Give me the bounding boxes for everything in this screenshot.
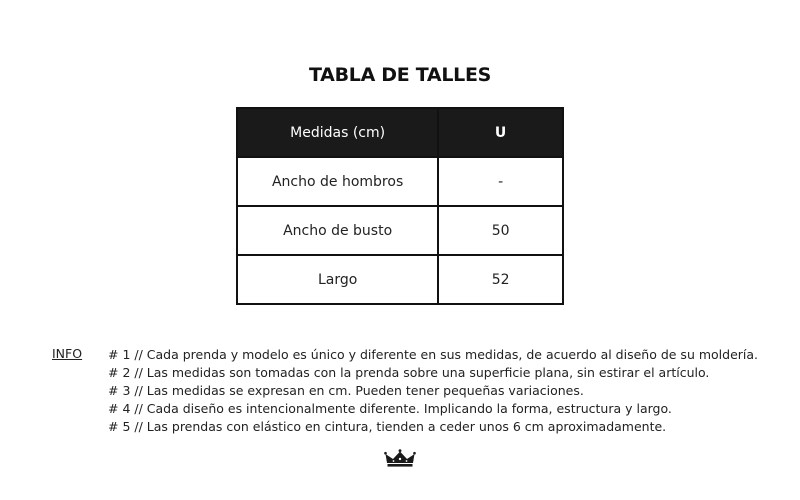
info-note: # 1 // Cada prenda y modelo es único y diferente en sus medidas, de acuerdo al diseño de su moldería. [108,347,759,362]
table-row [237,255,563,304]
table-row [237,157,563,206]
row-value: - [438,157,563,206]
page-title: TABLA DE TALLES [308,64,492,86]
info-note: # 4 // Cada diseño es intencionalmente diferente. Implicando la forma, estructura y largo. [108,401,672,416]
row-value: 52 [438,255,563,304]
info-note: # 5 // Las prendas con elástico en cintura, tienden a ceder unos 6 cm aproximadamente. [108,419,667,434]
header-cell-medidas: Medidas (cm) [237,108,438,157]
row-label: Ancho de busto [237,206,438,255]
info-label: INFO [52,346,83,361]
row-label: Largo [237,255,438,304]
row-value: 50 [438,206,563,255]
crown-icon [384,449,416,469]
table-header-row [237,108,563,157]
info-note: # 2 // Las medidas son tomadas con la prenda sobre una superficie plana, sin estirar el artículo. [108,365,710,380]
header-cell-size-u: U [438,108,563,157]
table-row [237,206,563,255]
row-label: Ancho de hombros [237,157,438,206]
info-notes-list [108,346,798,436]
info-note: # 3 // Las medidas se expresan en cm. Pueden tener pequeñas variaciones. [108,383,584,398]
size-table [236,107,564,305]
